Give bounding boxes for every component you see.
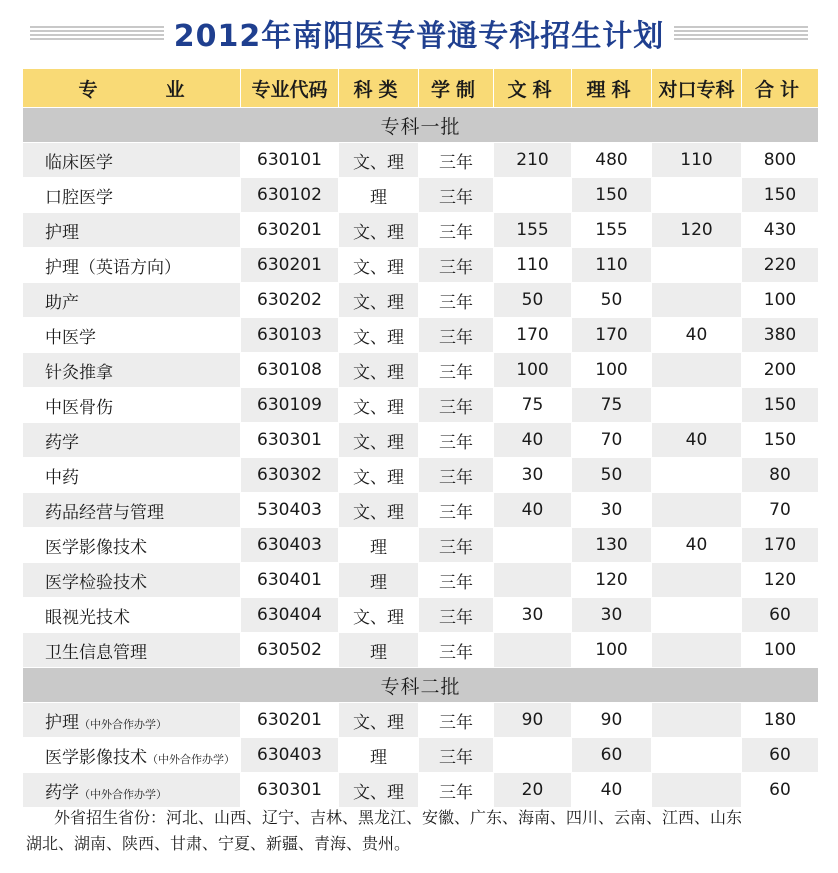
cell-liberal: 100 bbox=[494, 353, 572, 388]
batch-header-row bbox=[23, 668, 819, 703]
cell-category: 文、理 bbox=[339, 388, 419, 423]
cell-code: 630404 bbox=[241, 598, 339, 633]
cell-major-name bbox=[23, 283, 241, 318]
cell-vocational bbox=[652, 563, 742, 598]
major-name: 护理（英语方向） bbox=[45, 257, 181, 278]
cell-science: 150 bbox=[572, 178, 652, 213]
cell-code: 630302 bbox=[241, 458, 339, 493]
cell-vocational bbox=[652, 388, 742, 423]
cell-code: 630202 bbox=[241, 283, 339, 318]
major-name: 临床医学 bbox=[45, 152, 113, 173]
major-note: （中外合作办学） bbox=[147, 752, 235, 766]
cell-major-name bbox=[23, 633, 241, 668]
table-row bbox=[23, 213, 819, 248]
cell-category: 文、理 bbox=[339, 283, 419, 318]
enrollment-plan-table bbox=[22, 68, 819, 808]
header-major bbox=[23, 69, 241, 108]
table-row bbox=[23, 283, 819, 318]
cell-liberal: 50 bbox=[494, 283, 572, 318]
table-row bbox=[23, 318, 819, 353]
title-decoration-left bbox=[30, 26, 164, 40]
cell-major-name bbox=[23, 143, 241, 178]
cell-liberal bbox=[494, 563, 572, 598]
cell-liberal bbox=[494, 178, 572, 213]
cell-science: 120 bbox=[572, 563, 652, 598]
cell-total: 100 bbox=[742, 283, 819, 318]
footer-line-2: 湖北、湖南、陕西、甘肃、宁夏、新疆、青海、贵州。 bbox=[26, 834, 411, 853]
table-row bbox=[23, 388, 819, 423]
table-row bbox=[23, 458, 819, 493]
cell-code: 630403 bbox=[241, 528, 339, 563]
cell-liberal bbox=[494, 528, 572, 563]
cell-science: 50 bbox=[572, 283, 652, 318]
major-name: 护理 bbox=[45, 222, 79, 243]
cell-duration: 三年 bbox=[419, 458, 494, 493]
cell-code: 630301 bbox=[241, 423, 339, 458]
cell-science: 100 bbox=[572, 633, 652, 668]
major-name: 医学影像技术 bbox=[45, 747, 147, 768]
cell-total: 800 bbox=[742, 143, 819, 178]
cell-category: 文、理 bbox=[339, 213, 419, 248]
cell-science: 50 bbox=[572, 458, 652, 493]
header-category: 科类 bbox=[339, 69, 419, 108]
cell-science: 110 bbox=[572, 248, 652, 283]
cell-code: 630108 bbox=[241, 353, 339, 388]
cell-total: 200 bbox=[742, 353, 819, 388]
cell-category: 文、理 bbox=[339, 773, 419, 808]
cell-liberal: 40 bbox=[494, 493, 572, 528]
cell-vocational: 110 bbox=[652, 143, 742, 178]
major-name: 助产 bbox=[45, 292, 79, 313]
header-major-b: 业 bbox=[165, 78, 185, 101]
cell-science: 480 bbox=[572, 143, 652, 178]
major-name: 药学 bbox=[45, 782, 79, 803]
cell-major-name bbox=[23, 773, 241, 808]
header-total: 合计 bbox=[742, 69, 819, 108]
cell-duration: 三年 bbox=[419, 493, 494, 528]
title-bar bbox=[0, 8, 838, 58]
cell-liberal: 30 bbox=[494, 598, 572, 633]
cell-duration: 三年 bbox=[419, 738, 494, 773]
batch-label: 专科二批 bbox=[23, 668, 819, 703]
cell-category: 理 bbox=[339, 633, 419, 668]
cell-category: 文、理 bbox=[339, 458, 419, 493]
title-decoration-right bbox=[674, 26, 808, 40]
table-row bbox=[23, 598, 819, 633]
cell-science: 70 bbox=[572, 423, 652, 458]
table-row bbox=[23, 493, 819, 528]
cell-science: 130 bbox=[572, 528, 652, 563]
cell-total: 180 bbox=[742, 703, 819, 738]
cell-category: 理 bbox=[339, 528, 419, 563]
header-row bbox=[23, 69, 819, 108]
major-name: 口腔医学 bbox=[45, 187, 113, 208]
cell-duration: 三年 bbox=[419, 178, 494, 213]
cell-vocational bbox=[652, 633, 742, 668]
header-vocational: 对口专科 bbox=[652, 69, 742, 108]
cell-major-name bbox=[23, 493, 241, 528]
batch-label: 专科一批 bbox=[23, 108, 819, 143]
cell-vocational bbox=[652, 353, 742, 388]
page-title: 2012年南阳医专普通专科招生计划 bbox=[173, 19, 665, 54]
cell-code: 630103 bbox=[241, 318, 339, 353]
cell-liberal: 210 bbox=[494, 143, 572, 178]
major-name: 卫生信息管理 bbox=[45, 642, 147, 663]
cell-vocational bbox=[652, 248, 742, 283]
cell-liberal: 110 bbox=[494, 248, 572, 283]
cell-vocational: 40 bbox=[652, 318, 742, 353]
major-note: （中外合作办学） bbox=[79, 787, 167, 801]
cell-code: 630403 bbox=[241, 738, 339, 773]
cell-duration: 三年 bbox=[419, 388, 494, 423]
cell-total: 170 bbox=[742, 528, 819, 563]
cell-duration: 三年 bbox=[419, 703, 494, 738]
cell-science: 90 bbox=[572, 703, 652, 738]
cell-code: 630201 bbox=[241, 248, 339, 283]
cell-liberal: 30 bbox=[494, 458, 572, 493]
cell-duration: 三年 bbox=[419, 633, 494, 668]
cell-duration: 三年 bbox=[419, 598, 494, 633]
major-name: 医学检验技术 bbox=[45, 572, 147, 593]
major-name: 药品经营与管理 bbox=[45, 502, 164, 523]
table-row bbox=[23, 738, 819, 773]
cell-category: 文、理 bbox=[339, 353, 419, 388]
cell-vocational bbox=[652, 703, 742, 738]
cell-major-name bbox=[23, 178, 241, 213]
cell-major-name bbox=[23, 738, 241, 773]
cell-liberal: 155 bbox=[494, 213, 572, 248]
cell-liberal: 40 bbox=[494, 423, 572, 458]
cell-major-name bbox=[23, 248, 241, 283]
cell-code: 530403 bbox=[241, 493, 339, 528]
cell-code: 630301 bbox=[241, 773, 339, 808]
cell-vocational bbox=[652, 598, 742, 633]
cell-science: 30 bbox=[572, 598, 652, 633]
cell-total: 380 bbox=[742, 318, 819, 353]
cell-science: 30 bbox=[572, 493, 652, 528]
table-row bbox=[23, 423, 819, 458]
cell-science: 100 bbox=[572, 353, 652, 388]
table-row bbox=[23, 178, 819, 213]
cell-major-name bbox=[23, 213, 241, 248]
cell-total: 100 bbox=[742, 633, 819, 668]
major-name: 眼视光技术 bbox=[45, 607, 130, 628]
cell-major-name bbox=[23, 388, 241, 423]
cell-category: 文、理 bbox=[339, 423, 419, 458]
cell-total: 120 bbox=[742, 563, 819, 598]
cell-category: 理 bbox=[339, 563, 419, 598]
cell-liberal bbox=[494, 633, 572, 668]
header-duration: 学制 bbox=[419, 69, 494, 108]
major-name: 护理 bbox=[45, 712, 79, 733]
footer-provinces bbox=[26, 805, 826, 857]
cell-total: 70 bbox=[742, 493, 819, 528]
cell-duration: 三年 bbox=[419, 528, 494, 563]
major-name: 中药 bbox=[45, 467, 79, 488]
cell-total: 220 bbox=[742, 248, 819, 283]
cell-category: 理 bbox=[339, 738, 419, 773]
cell-duration: 三年 bbox=[419, 248, 494, 283]
cell-vocational bbox=[652, 283, 742, 318]
footer-line-1: 外省招生省份：河北、山西、辽宁、吉林、黑龙江、安徽、广东、海南、四川、云南、江西、山东 bbox=[54, 808, 743, 827]
cell-category: 文、理 bbox=[339, 703, 419, 738]
table-row bbox=[23, 353, 819, 388]
cell-duration: 三年 bbox=[419, 563, 494, 598]
major-name: 药学 bbox=[45, 432, 79, 453]
cell-vocational bbox=[652, 458, 742, 493]
cell-major-name bbox=[23, 703, 241, 738]
cell-duration: 三年 bbox=[419, 213, 494, 248]
major-name: 医学影像技术 bbox=[45, 537, 147, 558]
cell-code: 630102 bbox=[241, 178, 339, 213]
cell-liberal: 75 bbox=[494, 388, 572, 423]
major-note: （中外合作办学） bbox=[79, 717, 167, 731]
cell-liberal: 90 bbox=[494, 703, 572, 738]
cell-total: 430 bbox=[742, 213, 819, 248]
cell-major-name bbox=[23, 458, 241, 493]
cell-major-name bbox=[23, 353, 241, 388]
cell-code: 630109 bbox=[241, 388, 339, 423]
cell-major-name bbox=[23, 423, 241, 458]
cell-duration: 三年 bbox=[419, 773, 494, 808]
major-name: 中医骨伤 bbox=[45, 397, 113, 418]
cell-science: 170 bbox=[572, 318, 652, 353]
cell-vocational bbox=[652, 773, 742, 808]
cell-vocational bbox=[652, 493, 742, 528]
table-row bbox=[23, 563, 819, 598]
table-row bbox=[23, 143, 819, 178]
cell-vocational: 40 bbox=[652, 528, 742, 563]
cell-major-name bbox=[23, 563, 241, 598]
header-code: 专业代码 bbox=[241, 69, 339, 108]
cell-code: 630502 bbox=[241, 633, 339, 668]
cell-category: 文、理 bbox=[339, 318, 419, 353]
cell-liberal: 170 bbox=[494, 318, 572, 353]
cell-total: 60 bbox=[742, 773, 819, 808]
cell-total: 150 bbox=[742, 423, 819, 458]
header-liberal: 文科 bbox=[494, 69, 572, 108]
cell-liberal: 20 bbox=[494, 773, 572, 808]
cell-code: 630201 bbox=[241, 703, 339, 738]
cell-science: 60 bbox=[572, 738, 652, 773]
cell-total: 60 bbox=[742, 738, 819, 773]
cell-science: 75 bbox=[572, 388, 652, 423]
cell-category: 文、理 bbox=[339, 143, 419, 178]
major-name: 中医学 bbox=[45, 327, 96, 348]
cell-code: 630401 bbox=[241, 563, 339, 598]
cell-code: 630201 bbox=[241, 213, 339, 248]
cell-duration: 三年 bbox=[419, 318, 494, 353]
header-science: 理科 bbox=[572, 69, 652, 108]
cell-vocational: 120 bbox=[652, 213, 742, 248]
cell-vocational bbox=[652, 178, 742, 213]
cell-vocational: 40 bbox=[652, 423, 742, 458]
cell-category: 文、理 bbox=[339, 598, 419, 633]
cell-duration: 三年 bbox=[419, 353, 494, 388]
major-name: 针灸推拿 bbox=[45, 362, 113, 383]
cell-total: 150 bbox=[742, 388, 819, 423]
table-row bbox=[23, 528, 819, 563]
cell-major-name bbox=[23, 528, 241, 563]
table-row bbox=[23, 773, 819, 808]
cell-duration: 三年 bbox=[419, 143, 494, 178]
cell-science: 40 bbox=[572, 773, 652, 808]
cell-major-name bbox=[23, 318, 241, 353]
table-row bbox=[23, 633, 819, 668]
cell-category: 文、理 bbox=[339, 248, 419, 283]
cell-code: 630101 bbox=[241, 143, 339, 178]
cell-duration: 三年 bbox=[419, 423, 494, 458]
cell-category: 文、理 bbox=[339, 493, 419, 528]
cell-total: 150 bbox=[742, 178, 819, 213]
header-major-a: 专 bbox=[78, 78, 98, 101]
cell-major-name bbox=[23, 598, 241, 633]
batch-header-row bbox=[23, 108, 819, 143]
cell-liberal bbox=[494, 738, 572, 773]
cell-science: 155 bbox=[572, 213, 652, 248]
cell-total: 80 bbox=[742, 458, 819, 493]
cell-total: 60 bbox=[742, 598, 819, 633]
table-row bbox=[23, 703, 819, 738]
cell-duration: 三年 bbox=[419, 283, 494, 318]
cell-category: 理 bbox=[339, 178, 419, 213]
cell-vocational bbox=[652, 738, 742, 773]
table-body bbox=[23, 108, 819, 808]
table-row bbox=[23, 248, 819, 283]
